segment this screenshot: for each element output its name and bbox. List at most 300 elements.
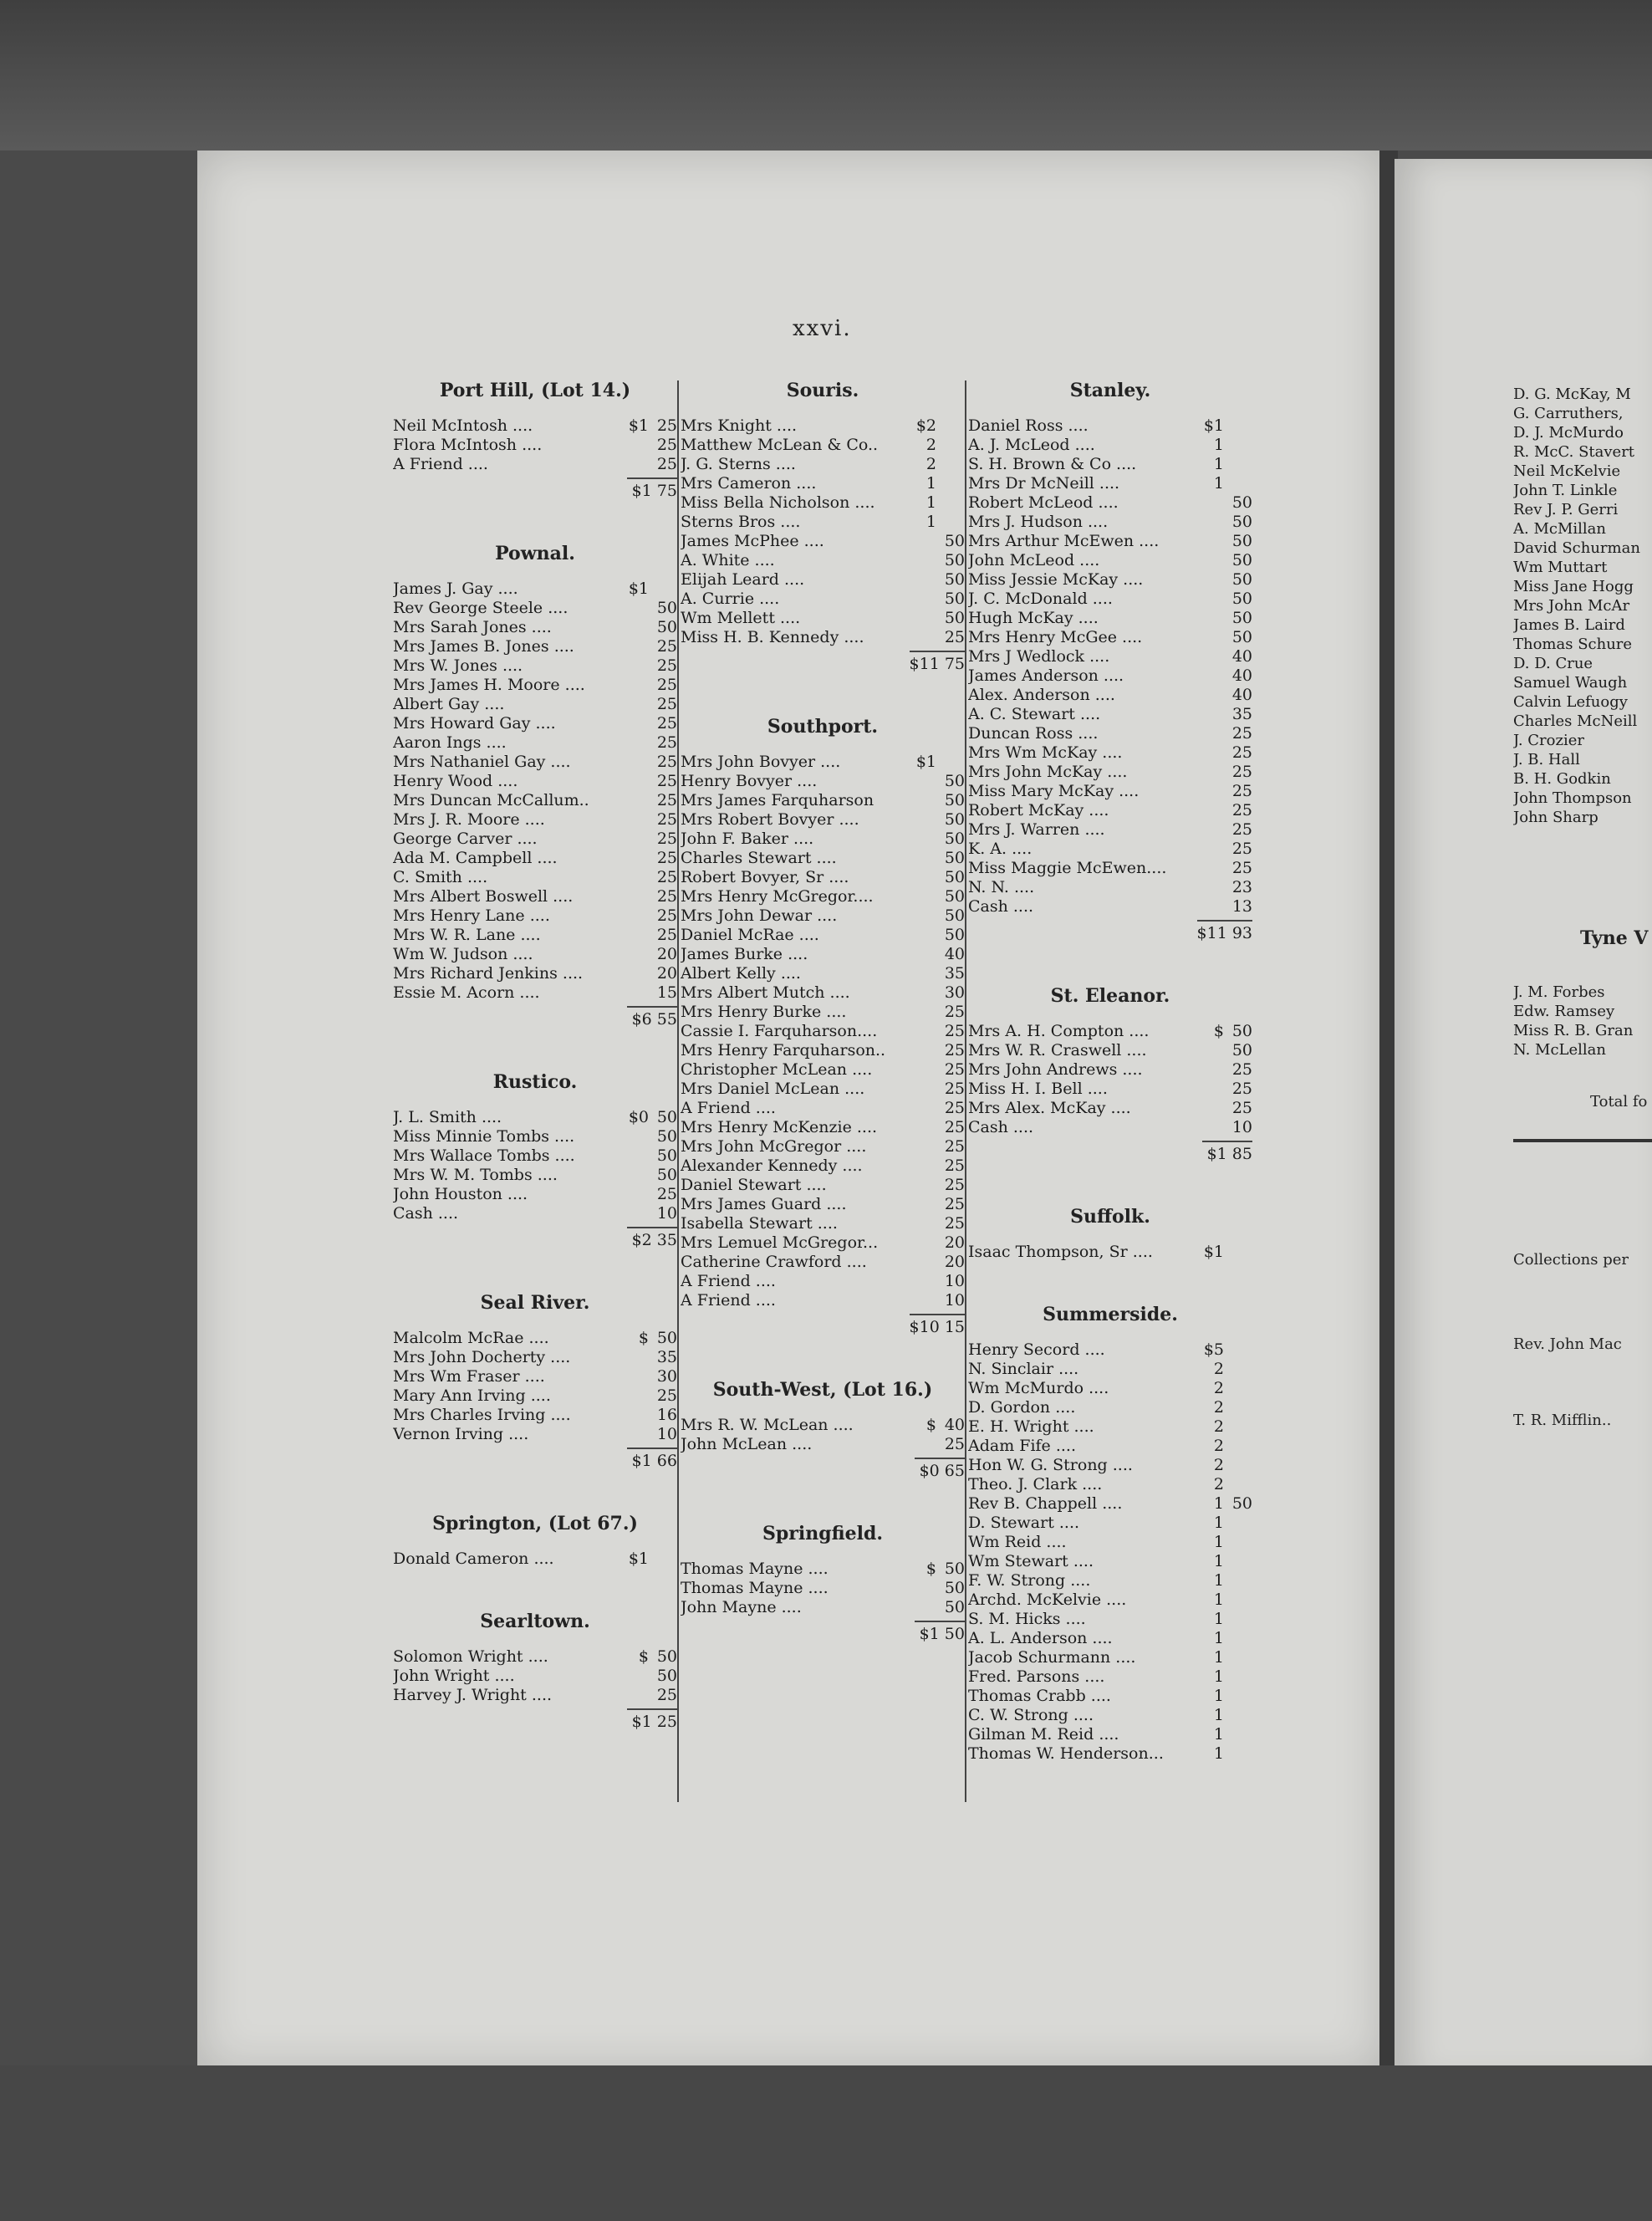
- donor-name: Robert McKay ....: [968, 801, 1109, 819]
- donor-dollars: [614, 1166, 649, 1185]
- donor-name: Ada M. Campbell ....: [393, 849, 558, 867]
- section-heading: Stanley.: [1069, 380, 1151, 401]
- donor-section: [681, 1379, 965, 1481]
- section-total-row: [393, 1227, 677, 1250]
- donor-dollars: [614, 945, 649, 964]
- donor-row: [681, 551, 965, 570]
- donor-name: Flora McIntosh ....: [393, 436, 543, 454]
- donor-dollars: 1: [1213, 1590, 1224, 1609]
- donor-dollars: 1: [1213, 1667, 1224, 1686]
- donor-row: [393, 906, 677, 926]
- donor-cents: 50: [1231, 590, 1252, 608]
- donor-row: [681, 810, 965, 830]
- donor-name: Mrs J. Warren ....: [968, 820, 1105, 839]
- donor-row: [968, 455, 1252, 474]
- donor-name: Mrs Cameron ....: [681, 474, 817, 493]
- donor-name: Miss H. B. Kennedy ....: [681, 628, 864, 646]
- donor-name: Mrs Nathaniel Gay ....: [393, 753, 571, 771]
- donor-cents: [1224, 1687, 1252, 1706]
- donor-dollars: [1189, 532, 1224, 551]
- donor-dollars: [1189, 513, 1224, 532]
- donor-name: Adam Fife ....: [968, 1437, 1077, 1455]
- donor-name: A Friend ....: [681, 1291, 776, 1310]
- section-gap: [393, 501, 677, 539]
- donor-name: A. J. McLeod ....: [968, 436, 1095, 454]
- donor-name: Mrs James Guard ....: [681, 1195, 847, 1213]
- donor-dollars: 2: [1213, 1437, 1224, 1455]
- donor-row: [681, 455, 965, 474]
- donor-row: [968, 1340, 1252, 1360]
- donor-row: [393, 1647, 677, 1667]
- section-total: $1 50: [915, 1621, 965, 1644]
- section-total: $1 66: [627, 1447, 677, 1471]
- donor-dollars: $1: [628, 416, 649, 435]
- donor-name: Gilman M. Reid ....: [968, 1725, 1119, 1744]
- donor-dollars: [1189, 1080, 1224, 1099]
- donor-cents: [1224, 1417, 1252, 1437]
- donor-dollars: 1: [1213, 1571, 1224, 1590]
- donor-dollars: [901, 1435, 936, 1454]
- donor-cents: [936, 455, 965, 474]
- donor-row: [393, 1329, 677, 1348]
- donor-row: [393, 945, 677, 964]
- donor-cents: 25: [656, 772, 677, 790]
- donor-row: [968, 1552, 1252, 1571]
- donor-section: [393, 1513, 677, 1569]
- donor-cents: 25: [656, 926, 677, 944]
- donor-cents: 25: [656, 887, 677, 906]
- donor-dollars: 1: [1213, 455, 1224, 473]
- donor-name: K. A. ....: [968, 840, 1032, 858]
- donor-cents: 50: [944, 791, 965, 809]
- donor-name: James McPhee ....: [681, 532, 824, 550]
- donor-cents: 40: [1231, 666, 1252, 685]
- donor-dollars: 2: [925, 436, 936, 454]
- donor-dollars: 2: [1213, 1475, 1224, 1493]
- donor-cents: 30: [656, 1367, 677, 1386]
- donor-row: [681, 1272, 965, 1291]
- donor-row: [393, 455, 677, 474]
- donor-row: [681, 609, 965, 628]
- donor-name: Matthew McLean & Co..: [681, 436, 879, 454]
- donor-row: [393, 1127, 677, 1146]
- donor-row: [393, 753, 677, 772]
- donor-dollars: [614, 983, 649, 1003]
- donor-dollars: 1: [1213, 1494, 1224, 1513]
- donor-name: Elijah Leard ....: [681, 570, 805, 589]
- donor-name: Malcolm McRae ....: [393, 1329, 549, 1347]
- facing-name: John Thompson: [1513, 789, 1632, 807]
- section-total-row: [393, 477, 677, 501]
- donor-dollars: 1: [1213, 1514, 1224, 1532]
- facing-name: J. B. Hall: [1513, 751, 1580, 768]
- facing-names-list: [1513, 385, 1652, 827]
- donor-dollars: [901, 1233, 936, 1253]
- donor-row: [968, 1243, 1252, 1262]
- donor-cents: [1224, 474, 1252, 493]
- donor-row: [681, 1233, 965, 1253]
- donor-name: Thomas W. Henderson...: [968, 1744, 1164, 1763]
- donor-cents: 25: [1231, 1099, 1252, 1117]
- donor-dollars: [614, 1204, 649, 1223]
- donor-section: [393, 1292, 677, 1471]
- donor-dollars: [614, 695, 649, 714]
- facing-name: Calvin Lefuogy: [1513, 693, 1628, 711]
- donor-cents: [1224, 1437, 1252, 1456]
- donor-name: Mrs John Bovyer ....: [681, 753, 841, 771]
- donor-row: [968, 609, 1252, 628]
- donor-row: [681, 1579, 965, 1598]
- donor-cents: [1224, 1744, 1252, 1764]
- donor-cents: 25: [944, 1435, 965, 1453]
- donor-cents: 50: [944, 772, 965, 790]
- donor-dollars: [1189, 878, 1224, 897]
- donor-name: Wm Stewart ....: [968, 1552, 1094, 1570]
- donor-dollars: [614, 964, 649, 983]
- donor-row: [968, 493, 1252, 513]
- donor-dollars: [901, 1060, 936, 1080]
- donor-row: [393, 791, 677, 810]
- donor-cents: 50: [656, 1667, 677, 1685]
- donor-row: [393, 1348, 677, 1367]
- donor-row: [393, 637, 677, 656]
- facing-name: Neil McKelvie: [1513, 462, 1621, 480]
- section-total-row: [681, 1314, 965, 1337]
- donor-dollars: [1189, 743, 1224, 763]
- donor-dollars: $: [925, 1560, 936, 1578]
- donor-row: [681, 1022, 965, 1041]
- donor-cents: 20: [656, 964, 677, 983]
- donor-dollars: [901, 1099, 936, 1118]
- donor-name: Mrs Richard Jenkins ....: [393, 964, 584, 983]
- donor-cents: 50: [1231, 551, 1252, 569]
- donor-dollars: $5: [1203, 1340, 1224, 1359]
- donor-row: [968, 1398, 1252, 1417]
- donor-row: [968, 1610, 1252, 1629]
- donor-cents: 25: [944, 1118, 965, 1136]
- section-total: $11 93: [1197, 920, 1252, 943]
- donor-cents: [1224, 1590, 1252, 1610]
- scan-background-top: [0, 0, 1652, 151]
- donor-name: Mrs J Wedlock ....: [968, 647, 1110, 666]
- donor-section: [968, 985, 1252, 1164]
- facing-heading: Tyne V: [1580, 927, 1649, 949]
- facing-rev: Rev. John Mac: [1513, 1335, 1622, 1353]
- donor-row: [393, 1386, 677, 1406]
- donor-dollars: [901, 791, 936, 810]
- section-total-row: [681, 651, 965, 674]
- donor-name: Alexander Kennedy ....: [681, 1156, 863, 1175]
- donor-row: [968, 1022, 1252, 1041]
- donor-name: Thomas Mayne ....: [681, 1579, 829, 1597]
- donor-dollars: [614, 1386, 649, 1406]
- donor-row: [681, 436, 965, 455]
- section-heading: Southport.: [767, 716, 879, 738]
- donor-dollars: 1: [1213, 1725, 1224, 1744]
- donor-row: [393, 618, 677, 637]
- section-heading: Springton, (Lot 67.): [432, 1513, 638, 1534]
- section-total: $1 85: [1202, 1141, 1252, 1164]
- donor-row: [968, 1360, 1252, 1379]
- donor-cents: 25: [656, 906, 677, 925]
- donor-cents: 16: [656, 1406, 677, 1424]
- donor-row: [968, 743, 1252, 763]
- donor-dollars: $1: [628, 580, 649, 598]
- donor-cents: [1224, 455, 1252, 474]
- donor-row: [968, 532, 1252, 551]
- donor-dollars: [901, 532, 936, 551]
- donor-dollars: [614, 714, 649, 733]
- donor-cents: 25: [656, 830, 677, 848]
- donor-cents: 50: [1231, 1041, 1252, 1059]
- donor-section: [393, 543, 677, 1029]
- donor-row: [681, 570, 965, 590]
- donor-row: [681, 1598, 965, 1617]
- donor-row: [681, 1060, 965, 1080]
- donor-dollars: [901, 1272, 936, 1291]
- donor-cents: 25: [1231, 1080, 1252, 1098]
- donor-cents: 25: [944, 1214, 965, 1233]
- donor-name: Mrs Henry Burke ....: [681, 1003, 847, 1021]
- donor-dollars: [901, 628, 936, 647]
- facing-name: Rev J. P. Gerri: [1513, 501, 1619, 518]
- section-total-row: [393, 1006, 677, 1029]
- donor-cents: 25: [1231, 801, 1252, 819]
- donor-row: [681, 1416, 965, 1435]
- donor-cents: [1224, 1398, 1252, 1417]
- donor-cents: 25: [656, 849, 677, 867]
- donor-cents: 50: [656, 1329, 677, 1347]
- donor-cents: 50: [1231, 493, 1252, 512]
- donor-cents: [1224, 416, 1252, 436]
- donor-name: Mrs John McGregor ....: [681, 1137, 867, 1156]
- donor-row: [968, 1379, 1252, 1398]
- donor-dollars: $0: [628, 1108, 649, 1126]
- donor-dollars: 1: [925, 474, 936, 493]
- donor-name: Wm W. Judson ....: [393, 945, 533, 963]
- donor-name: John Houston ....: [393, 1185, 528, 1203]
- donor-name: Aaron Ings ....: [393, 733, 507, 752]
- donor-dollars: [614, 849, 649, 868]
- donor-name: John F. Baker ....: [681, 830, 814, 848]
- donor-dollars: 1: [1213, 1552, 1224, 1570]
- donor-dollars: [1189, 666, 1224, 686]
- donor-row: [393, 1667, 677, 1686]
- donor-name: Mrs Henry Lane ....: [393, 906, 550, 925]
- facing-name: Edw. Ramsey: [1513, 1003, 1615, 1020]
- donor-name: Henry Wood ....: [393, 772, 518, 790]
- donor-name: J. L. Smith ....: [393, 1108, 502, 1126]
- donor-cents: [1224, 1610, 1252, 1629]
- donor-name: Miss Bella Nicholson ....: [681, 493, 875, 512]
- donor-dollars: [901, 772, 936, 791]
- donor-row: [393, 1146, 677, 1166]
- donor-row: [681, 1253, 965, 1272]
- donor-row: [681, 1176, 965, 1195]
- donor-cents: [1224, 1514, 1252, 1533]
- donor-name: Duncan Ross ....: [968, 724, 1099, 743]
- section-total-row: [681, 1458, 965, 1481]
- donor-row: [968, 897, 1252, 916]
- donor-name: Wm Reid ....: [968, 1533, 1067, 1551]
- donor-dollars: 1: [925, 513, 936, 531]
- donor-dollars: [614, 1348, 649, 1367]
- donor-name: Mrs Knight ....: [681, 416, 798, 435]
- donor-cents: 25: [656, 455, 677, 473]
- donor-cents: 50: [1231, 532, 1252, 550]
- donor-cents: 50: [944, 609, 965, 627]
- donor-cents: 50: [944, 868, 965, 886]
- donor-dollars: 1: [1213, 1687, 1224, 1705]
- donor-cents: 50: [1231, 1494, 1252, 1513]
- donor-cents: [936, 753, 965, 772]
- donor-cents: 25: [944, 1195, 965, 1213]
- donor-row: [393, 416, 677, 436]
- donor-cents: 10: [656, 1204, 677, 1223]
- donor-row: [968, 1629, 1252, 1648]
- donor-name: Daniel Ross ....: [968, 416, 1089, 435]
- donor-cents: 25: [944, 1080, 965, 1098]
- section-gap: [681, 1337, 965, 1376]
- donor-cents: 35: [944, 964, 965, 983]
- donor-cents: 50: [944, 830, 965, 848]
- donor-name: Mrs John Andrews ....: [968, 1060, 1143, 1079]
- donor-cents: 50: [656, 599, 677, 617]
- section-total: $11 75: [910, 651, 965, 674]
- facing-name: D. J. McMurdo: [1513, 424, 1624, 442]
- donor-row: [393, 887, 677, 906]
- donor-dollars: [614, 436, 649, 455]
- facing-name: Mrs John McAr: [1513, 597, 1630, 615]
- donor-dollars: 2: [1213, 1456, 1224, 1474]
- donor-name: Mrs W. M. Tombs ....: [393, 1166, 558, 1184]
- donor-cents: 30: [944, 983, 965, 1002]
- donor-row: [393, 1204, 677, 1223]
- donor-dollars: [614, 887, 649, 906]
- donor-cents: 40: [1231, 686, 1252, 704]
- donor-cents: 50: [1231, 628, 1252, 646]
- facing-name: J. Crozier: [1513, 732, 1584, 749]
- section-gap: [681, 1481, 965, 1519]
- donor-cents: 25: [944, 1041, 965, 1059]
- donor-dollars: [1189, 820, 1224, 840]
- donor-row: [681, 926, 965, 945]
- donor-cents: 25: [656, 1386, 677, 1405]
- donor-dollars: [1189, 859, 1224, 878]
- donor-row: [968, 1060, 1252, 1080]
- donor-name: A Friend ....: [681, 1272, 776, 1290]
- donor-name: Isaac Thompson, Sr ....: [968, 1243, 1153, 1261]
- donor-dollars: $: [925, 1416, 936, 1434]
- donor-cents: 25: [1231, 782, 1252, 800]
- donor-name: Catherine Crawford ....: [681, 1253, 867, 1271]
- donor-name: Neil McIntosh ....: [393, 416, 533, 435]
- donor-row: [681, 590, 965, 609]
- donor-row: [968, 416, 1252, 436]
- donor-name: Mrs W. R. Craswell ....: [968, 1041, 1147, 1059]
- donor-dollars: [1189, 628, 1224, 647]
- donor-row: [968, 570, 1252, 590]
- facing-name: Miss Jane Hogg: [1513, 578, 1634, 595]
- donor-row: [393, 1166, 677, 1185]
- donor-row: [968, 1456, 1252, 1475]
- donor-row: [681, 474, 965, 493]
- donor-dollars: [901, 570, 936, 590]
- donor-dollars: [901, 1156, 936, 1176]
- donor-name: Wm Mellett ....: [681, 609, 801, 627]
- facing-name: R. McC. Stavert: [1513, 443, 1635, 461]
- donor-cents: 25: [944, 1176, 965, 1194]
- donor-name: Mrs Arthur McEwen ....: [968, 532, 1160, 550]
- donor-cents: 50: [944, 590, 965, 608]
- donor-row: [393, 964, 677, 983]
- donor-cents: 20: [944, 1233, 965, 1252]
- section-gap: [393, 1029, 677, 1068]
- scan-background-bottom: [0, 2065, 1652, 2221]
- donor-name: Donald Cameron ....: [393, 1550, 554, 1568]
- donor-name: Vernon Irving ....: [393, 1425, 529, 1443]
- column-middle: [681, 376, 965, 1644]
- donor-row: [393, 436, 677, 455]
- donor-section: [393, 380, 677, 501]
- donor-cents: 25: [656, 637, 677, 656]
- donor-cents: 50: [944, 926, 965, 944]
- donor-name: S. H. Brown & Co ....: [968, 455, 1137, 473]
- donor-row: [681, 1560, 965, 1579]
- donor-dollars: [901, 945, 936, 964]
- donor-dollars: [901, 1579, 936, 1598]
- donor-name: Mrs J. Hudson ....: [968, 513, 1109, 531]
- donor-cents: [1224, 1456, 1252, 1475]
- donor-name: James Burke ....: [681, 945, 808, 963]
- donor-dollars: [614, 618, 649, 637]
- donor-name: Robert McLeod ....: [968, 493, 1119, 512]
- donor-cents: 10: [656, 1425, 677, 1443]
- section-total: $0 65: [915, 1458, 965, 1481]
- donor-cents: 40: [944, 1416, 965, 1434]
- donor-dollars: $2: [915, 416, 936, 435]
- donor-name: E. H. Wright ....: [968, 1417, 1094, 1436]
- donor-name: Hon W. G. Strong ....: [968, 1456, 1133, 1474]
- donor-name: Mrs John Docherty ....: [393, 1348, 571, 1366]
- donor-name: Albert Gay ....: [393, 695, 505, 713]
- donor-cents: 50: [944, 810, 965, 829]
- donor-cents: 25: [944, 1003, 965, 1021]
- donor-row: [968, 1494, 1252, 1514]
- donor-dollars: [1189, 763, 1224, 782]
- donor-section: [393, 1611, 677, 1732]
- donor-name: Cash ....: [393, 1204, 459, 1223]
- facing-name: John T. Linkle: [1513, 482, 1618, 499]
- donor-section: [968, 380, 1252, 943]
- section-total-row: [968, 1141, 1252, 1164]
- donor-name: Miss Jessie McKay ....: [968, 570, 1144, 589]
- donor-name: Mrs John McKay ....: [968, 763, 1128, 781]
- donor-row: [681, 1156, 965, 1176]
- donor-name: Harvey J. Wright ....: [393, 1686, 553, 1704]
- donor-row: [968, 1571, 1252, 1590]
- donor-name: Isabella Stewart ....: [681, 1214, 838, 1233]
- donor-cents: 50: [944, 1598, 965, 1616]
- donor-row: [393, 1108, 677, 1127]
- donor-row: [681, 1041, 965, 1060]
- donor-row: [393, 1550, 677, 1569]
- donor-row: [681, 1214, 965, 1233]
- donor-row: [681, 1099, 965, 1118]
- donor-dollars: [901, 590, 936, 609]
- section-heading: Souris.: [786, 380, 859, 401]
- donor-cents: 10: [1231, 1118, 1252, 1136]
